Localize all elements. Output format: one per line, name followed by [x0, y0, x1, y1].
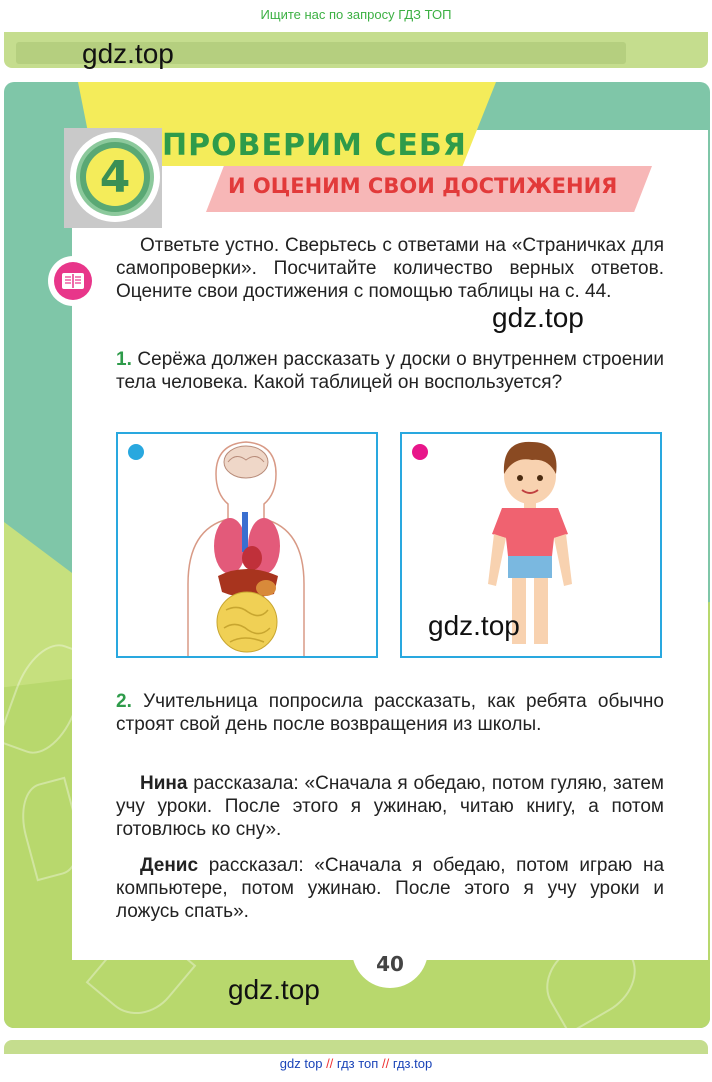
task-2-text: Учительница попросила рассказать, как ребята обычно строят свой день после возвращения из школы.	[116, 691, 664, 735]
footer-link-2[interactable]: гдз топ	[336, 1056, 379, 1071]
task-1-text: Серёжа должен рассказать у доски о внутреннем строении тела человека. Какой таблицей он воспользуется?	[116, 349, 664, 393]
page-number: 40	[376, 952, 404, 976]
task-2-number: 2.	[116, 691, 132, 712]
watermark: gdz.top	[428, 610, 520, 641]
footer-link-3[interactable]: гдз.top	[392, 1056, 433, 1071]
internal-organs-illustration[interactable]	[116, 432, 378, 658]
watermark: gdz.top	[82, 38, 174, 69]
next-page-strip	[4, 1040, 708, 1054]
footer-link-1[interactable]: gdz top	[279, 1056, 323, 1071]
watermark: gdz.top	[228, 974, 320, 1005]
nina-paragraph	[116, 772, 664, 841]
footer-separator: //	[381, 1056, 390, 1071]
footer-links	[0, 1056, 712, 1071]
nina-name: Нина	[140, 773, 188, 794]
intro-paragraph: Ответьте устно. Сверьтесь с ответами на «Страничках для самопроверки». Посчитайте количество верных ответов. Оцените свои достижения с помощью таблицы на с. 44.	[116, 235, 664, 302]
denis-name: Денис	[140, 855, 199, 876]
denis-text: рассказал: «Сначала я обедаю, потом играю на компьютере, потом ужинаю. После этого я учу уроки и ложусь спать».	[116, 855, 665, 922]
denis-paragraph	[116, 854, 664, 923]
section-number-badge	[76, 138, 154, 216]
book-icon	[54, 262, 92, 300]
task-2	[116, 690, 664, 736]
section-number: 4	[86, 148, 144, 206]
watermark: gdz.top	[492, 302, 584, 333]
task-1	[116, 348, 664, 394]
top-banner[interactable]: Ищите нас по запросу ГДЗ ТОП	[260, 7, 452, 22]
section-subtitle: И ОЦЕНИМ СВОИ ДОСТИЖЕНИЯ	[228, 174, 618, 198]
section-title: ПРОВЕРИМ СЕБЯ	[162, 128, 467, 163]
nina-text: рассказала: «Сначала я обедаю, потом гуляю, затем учу уроки. После этого я ужинаю, читаю книгу, а потом готовлюсь ко сну».	[116, 773, 664, 840]
task-1-number: 1.	[116, 349, 132, 370]
footer-separator: //	[326, 1056, 334, 1071]
